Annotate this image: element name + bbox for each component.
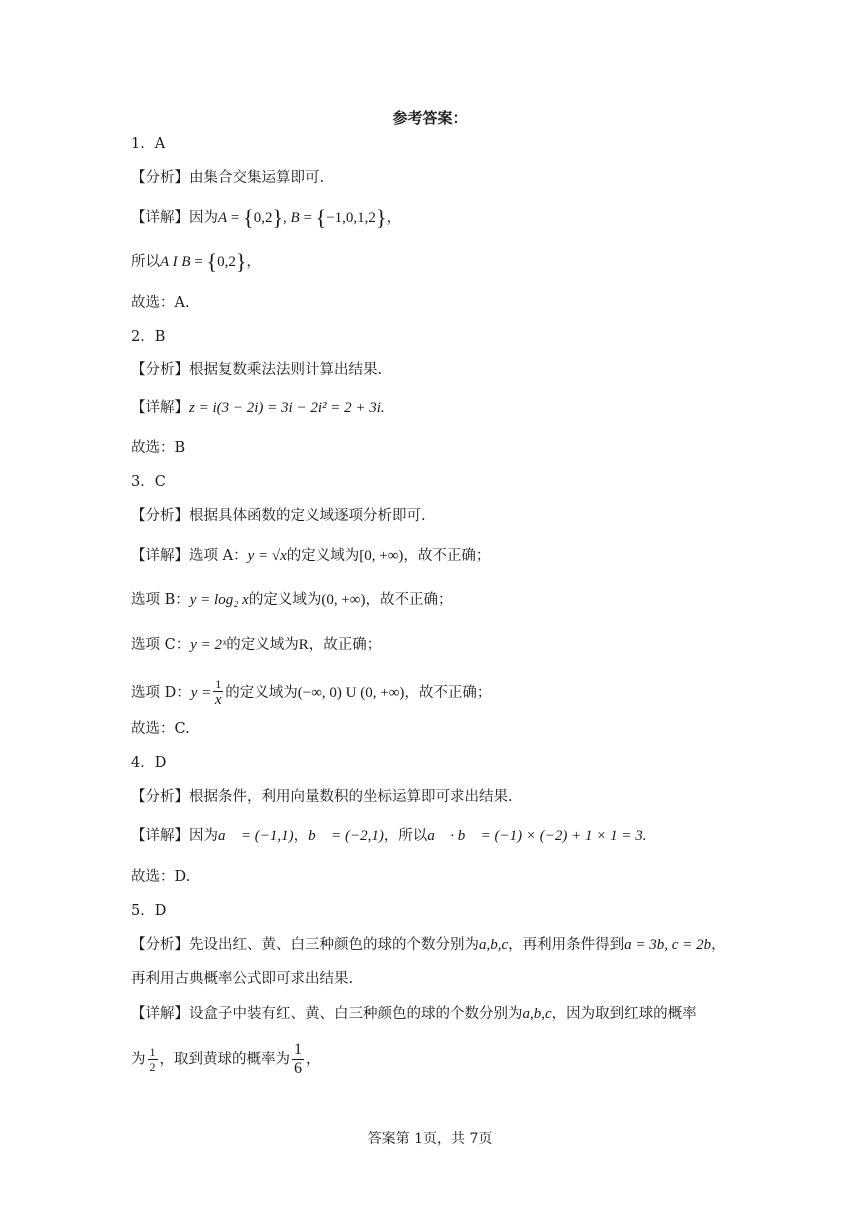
q5-p-red-numerator: 1: [149, 1045, 156, 1059]
q4-vector-a: a⃗ = (−1,1): [218, 828, 294, 844]
q5-detail-part2: ，因为取到红球的概率: [551, 1006, 697, 1022]
q3-d-mid: 的定义域为: [225, 685, 298, 701]
q4-separator: ，: [293, 828, 309, 844]
q3-b-mid: 的定义域为: [248, 592, 322, 608]
q5-detail-part1: 【详解】设盒子中装有红、黄、白三种颜色的球的个数分别为: [131, 1006, 523, 1022]
q3-c-function: y = 2ˣ: [190, 637, 227, 653]
q4-vector-b: b⃗ = (−2,1): [308, 828, 384, 844]
q4-detail-prefix: 【详解】因为: [131, 828, 218, 844]
q1-set-a-values: 0,2: [253, 210, 273, 226]
q3-a-end: ，故不正确；: [403, 548, 491, 564]
q4-choice: 故选：D.: [131, 869, 191, 885]
q5-analysis-line2: 再利用古典概率公式即可求出结果.: [131, 971, 354, 987]
q5-detail-line2-a: 为: [131, 1051, 146, 1068]
q1-number: 1．A: [131, 136, 166, 152]
q5-detail: [131, 1004, 697, 1024]
q3-option-d: [131, 678, 491, 708]
q1-analysis: 【分析】由集合交集运算即可.: [131, 170, 325, 186]
q5-p-red-fraction: [148, 1046, 158, 1073]
q3-b-domain: (0, +∞): [321, 592, 366, 608]
q5-detail-vars: a,b,c: [522, 1006, 552, 1022]
q3-number: 3．C: [131, 474, 166, 490]
q2-expression: z = i(3 − 2i) = 3i − 2i² = 2 + 3i.: [189, 400, 385, 416]
q5-p-yellow-denominator: 6: [294, 1060, 302, 1077]
q1-intersect-expr: A I B: [160, 254, 191, 270]
q2-choice: 故选：B: [131, 440, 186, 456]
q3-d-numerator: 1: [215, 677, 222, 691]
q3-a-mid: 的定义域为: [286, 548, 360, 564]
page-title: 参考答案：: [392, 109, 468, 127]
q3-option-b: [131, 590, 453, 610]
q3-c-end: ，故正确；: [308, 637, 382, 653]
q5-p-red-denominator: 2: [149, 1060, 156, 1074]
q3-d-end: ，故不正确；: [404, 685, 492, 701]
q5-number: 5．D: [131, 903, 167, 919]
q3-analysis: 【分析】根据具体函数的定义域逐项分析即可.: [131, 508, 426, 524]
q3-d-prefix: 选项 D：: [131, 685, 191, 701]
q1-set-b-name: B: [290, 210, 300, 226]
q2-number: 2．B: [131, 329, 166, 345]
q5-analysis-part1: 【分析】先设出红、黄、白三种颜色的球的个数分别为: [131, 937, 479, 953]
q3-a-prefix: 【详解】选项 A：: [131, 548, 248, 564]
q3-d-fraction: [213, 678, 223, 708]
q4-dot-product: a⃗ · b⃗ = (−1) × (−2) + 1 × 1 = 3.: [427, 828, 647, 844]
q5-p-yellow-fraction: [292, 1042, 304, 1077]
q3-choice: 故选：C.: [131, 721, 190, 737]
q2-analysis: 【分析】根据复数乘法法则计算出结果.: [131, 362, 383, 378]
q3-a-function: y = √x: [247, 548, 287, 564]
q3-d-domain: (−∞, 0) U (0, +∞): [297, 685, 405, 701]
q5-detail-line2-b: ，取到黄球的概率为: [159, 1051, 290, 1068]
page-footer: 答案第 1页，共 7页: [367, 1131, 493, 1147]
q2-detail-prefix: 【详解】: [131, 400, 189, 416]
q4-detail: [131, 826, 646, 846]
q1-result: 所以A I B = {0,2}，: [131, 249, 261, 274]
q1-detail: 【详解】因为A = {0,2}, B = {−1,0,1,2}，: [131, 205, 401, 230]
q3-c-mid: 的定义域为: [226, 637, 299, 653]
q1-choice: 故选：A.: [131, 295, 190, 311]
q5-detail-line2: [131, 1042, 321, 1077]
q1-result-values: 0,2: [217, 254, 236, 270]
q4-analysis: 【分析】根据条件，利用向量数积的坐标运算即可求出结果.: [131, 789, 513, 805]
q4-mid: ，所以: [383, 828, 428, 844]
q3-d-lhs: y =: [190, 685, 212, 701]
q3-b-end: ，故不正确；: [365, 592, 453, 608]
q1-set-b-values: −1,0,1,2: [326, 210, 376, 226]
q3-b-function: y = log₂ x: [189, 592, 249, 608]
q4-number: 4．D: [131, 755, 167, 771]
q3-b-prefix: 选项 B：: [131, 592, 190, 608]
q3-option-a: [131, 546, 490, 566]
q1-detail-prefix: 【详解】因为: [131, 210, 218, 226]
q5-analysis: [131, 935, 726, 955]
q2-detail: [131, 398, 385, 418]
q3-c-prefix: 选项 C：: [131, 637, 191, 653]
q3-c-domain: R: [298, 637, 309, 653]
q3-a-domain: [0, +∞): [359, 548, 404, 564]
q5-detail-line2-c: ，: [306, 1051, 321, 1068]
q3-option-c: [131, 635, 381, 655]
q5-relation: a = 3b, c = 2b: [624, 937, 712, 953]
q1-set-a-name: A: [218, 210, 228, 226]
q5-p-yellow-numerator: 1: [294, 1041, 302, 1058]
q5-analysis-part3: ，: [711, 937, 726, 953]
q3-d-denominator: x: [214, 692, 222, 708]
q1-result-prefix: 所以: [131, 254, 160, 270]
q5-vars: a,b,c: [479, 937, 509, 953]
q5-analysis-part2: ，再利用条件得到: [508, 937, 625, 953]
